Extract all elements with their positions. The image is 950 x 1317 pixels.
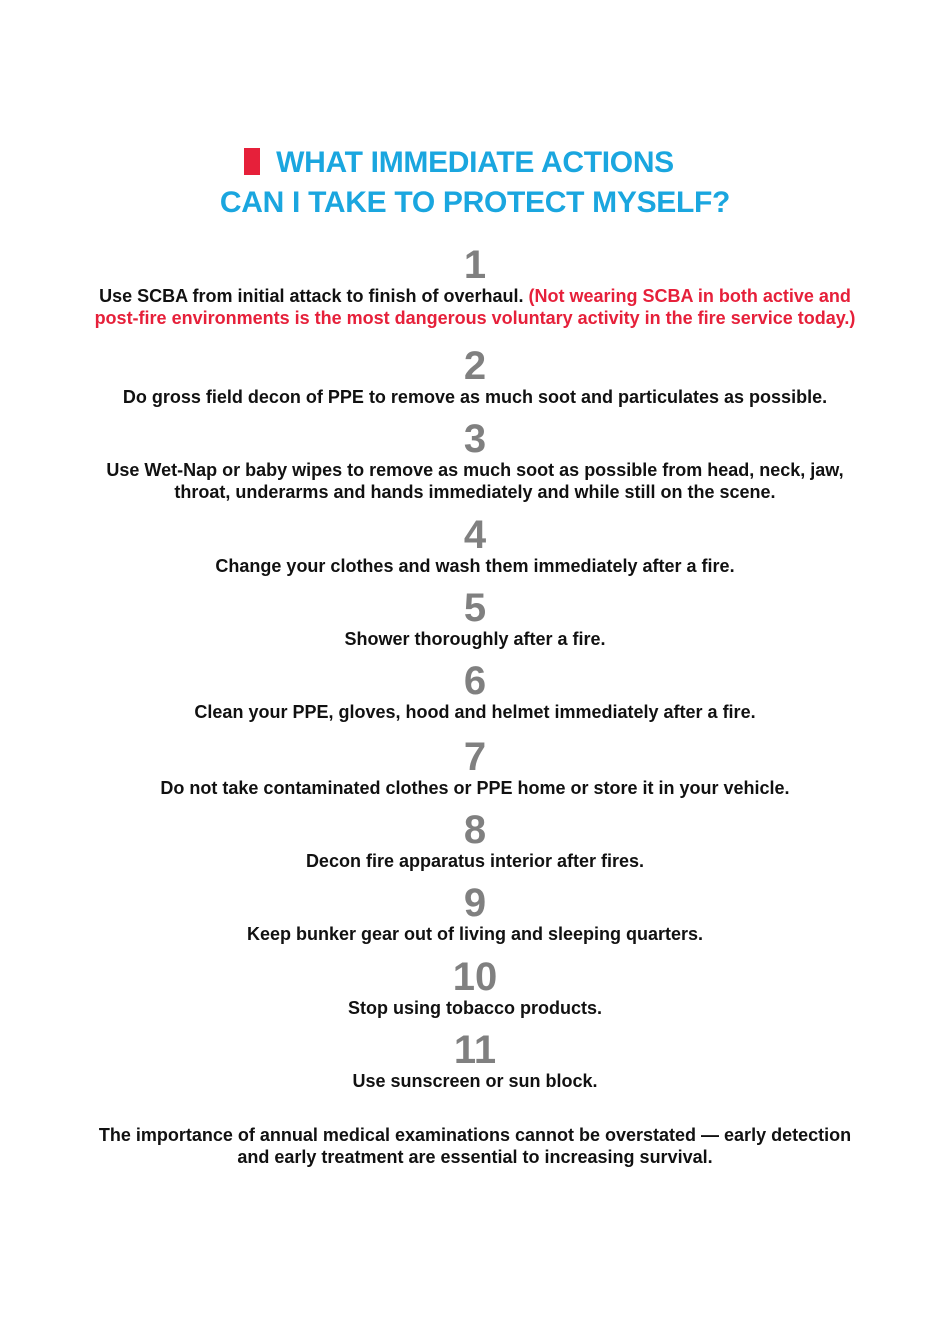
step-8	[0, 810, 950, 872]
step-number: 10	[452, 955, 498, 999]
step-number: 8	[463, 808, 487, 852]
step-1	[0, 245, 950, 329]
page-heading	[0, 143, 950, 223]
step-number: 9	[463, 881, 487, 925]
closing-note	[0, 1124, 950, 1168]
step-4	[0, 515, 950, 577]
step-text: Use sunscreen or sun block.	[352, 1071, 598, 1091]
step-number: 1	[463, 243, 487, 287]
closing-line-1: The importance of annual medical examinations cannot be overstated — early detection	[98, 1125, 852, 1145]
step-text: Keep bunker gear out of living and sleeping quarters.	[246, 924, 704, 944]
step-text: Shower thoroughly after a fire.	[344, 629, 606, 649]
heading-line-2: CAN I TAKE TO PROTECT MYSELF?	[219, 186, 731, 219]
step-text-line: Use SCBA from initial attack to finish of overhaul.	[99, 286, 524, 306]
step-9	[0, 883, 950, 945]
step-warning-line: post-fire environments is the most dangerous voluntary activity in the fire service today.)	[94, 308, 856, 328]
step-text: Clean your PPE, gloves, hood and helmet immediately after a fire.	[194, 702, 756, 722]
step-2	[0, 346, 950, 408]
step-11	[0, 1030, 950, 1092]
step-number: 11	[453, 1028, 497, 1072]
step-text: Do gross field decon of PPE to remove as much soot and particulates as possible.	[122, 387, 828, 407]
step-7	[0, 737, 950, 799]
step-number: 7	[463, 735, 487, 779]
step-number: 3	[463, 417, 487, 461]
step-text	[0, 459, 950, 503]
closing-line-2: and early treatment are essential to increasing survival.	[237, 1147, 713, 1167]
step-text-line: Use Wet-Nap or baby wipes to remove as much soot as possible from head, neck, jaw,	[106, 460, 844, 480]
red-marker-icon	[244, 148, 260, 175]
step-5	[0, 588, 950, 650]
step-text-line: throat, underarms and hands immediately and while still on the scene.	[174, 482, 776, 502]
step-number: 6	[463, 659, 487, 703]
step-text: Stop using tobacco products.	[347, 998, 602, 1018]
heading-line-1: WHAT IMMEDIATE ACTIONS	[276, 146, 674, 179]
step-number: 4	[463, 513, 487, 557]
step-3	[0, 419, 950, 503]
step-text: Do not take contaminated clothes or PPE home or store it in your vehicle.	[160, 778, 790, 798]
step-text: Decon fire apparatus interior after fires.	[305, 851, 645, 871]
step-10	[0, 957, 950, 1019]
step-text: Change your clothes and wash them immediately after a fire.	[215, 556, 735, 576]
step-text	[0, 285, 950, 329]
step-6	[0, 661, 950, 723]
step-number: 2	[463, 344, 487, 388]
step-warning-line: (Not wearing SCBA in both active and	[528, 286, 851, 306]
step-number: 5	[463, 586, 487, 630]
